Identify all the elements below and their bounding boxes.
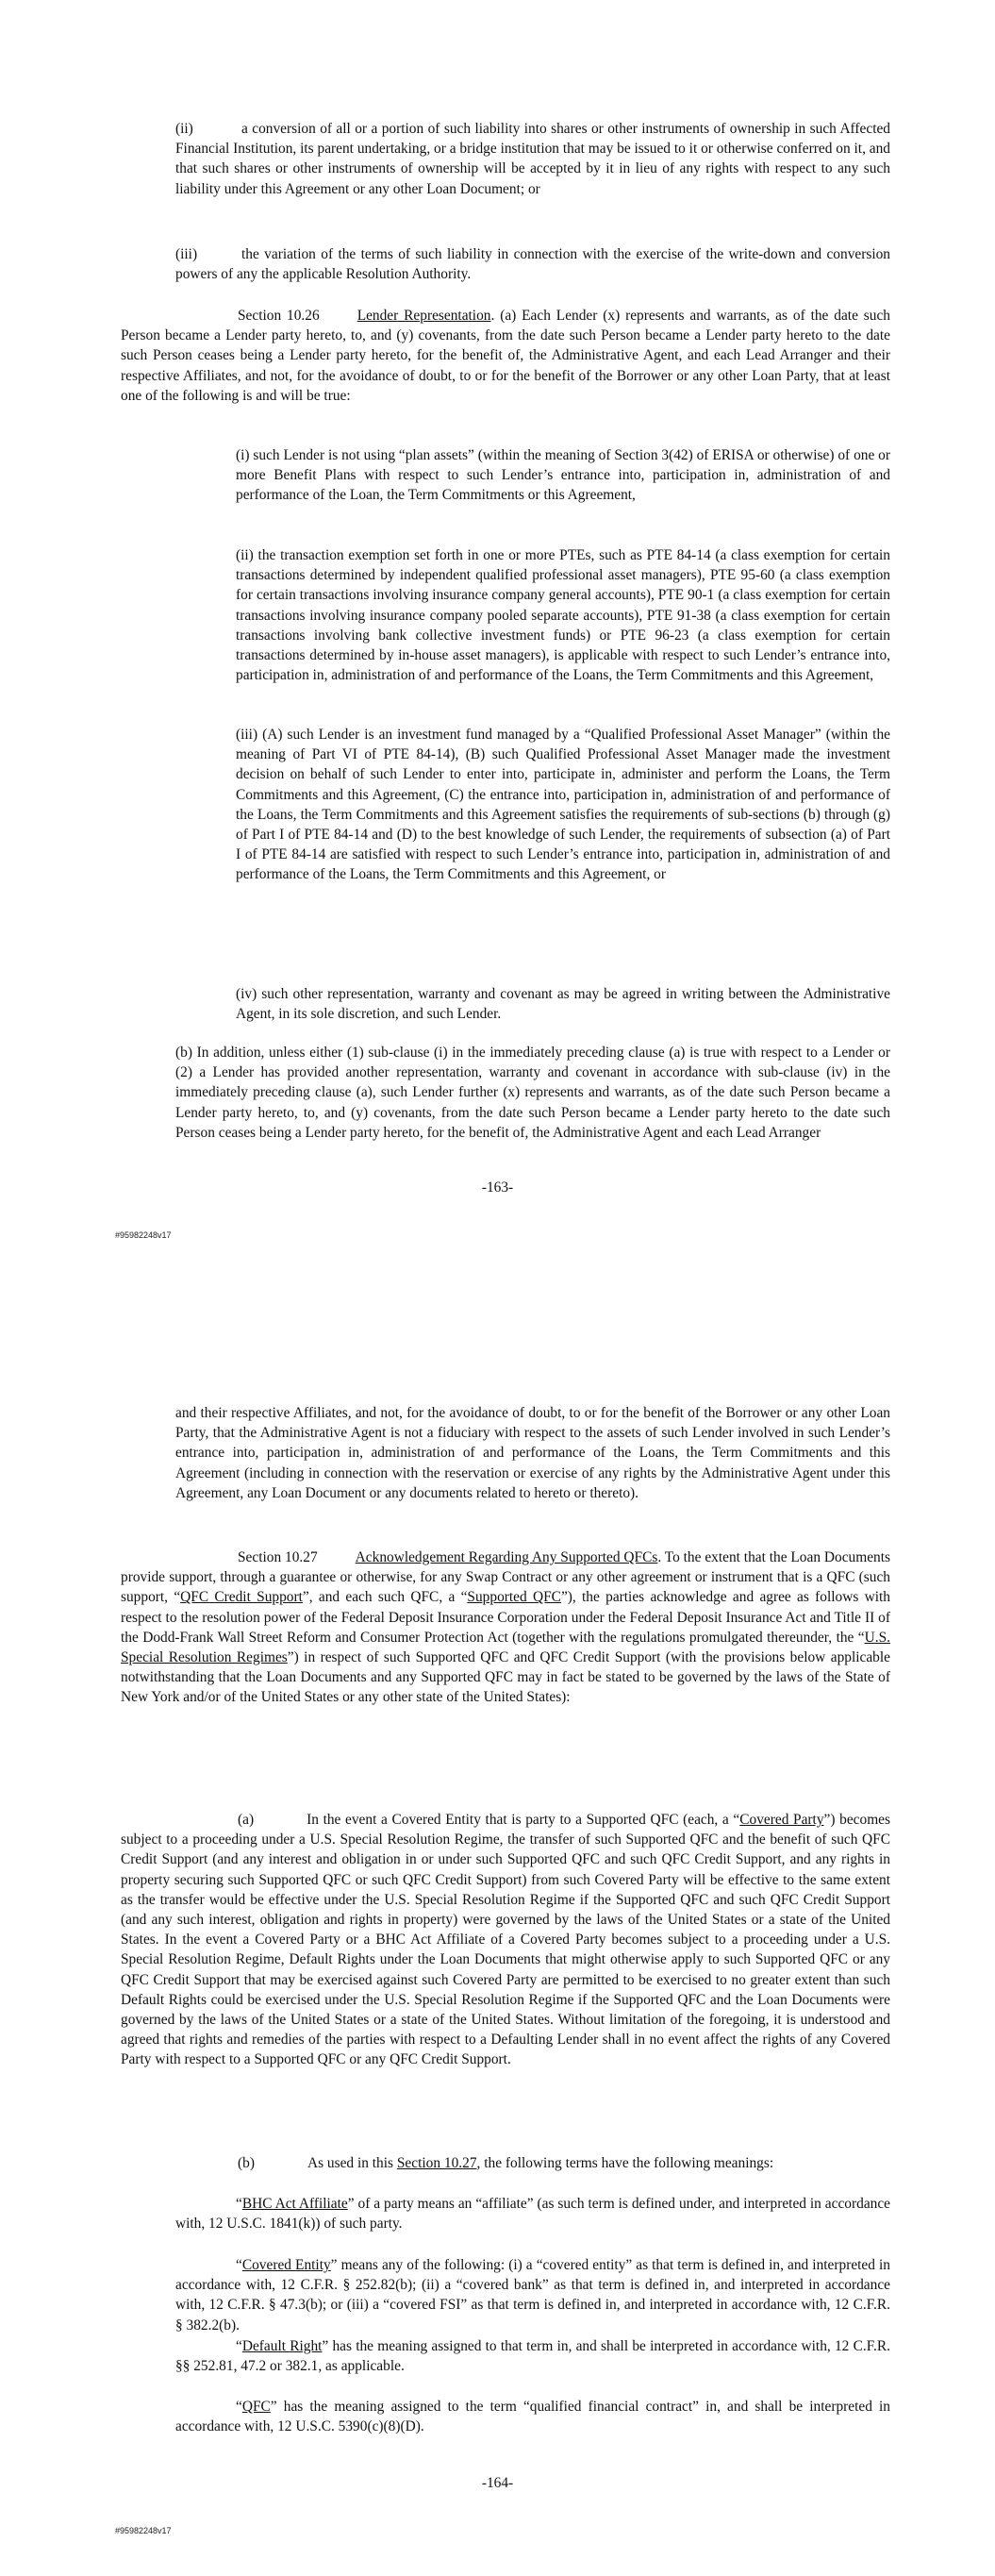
clause-ii-text: a conversion of all or a portion of such liability into shares or other instruments of ownership in such Affected Financial Institution, its parent undertaking, or a bridge institution that may be issued to it or otherwise conferred on it, and that such shares or other instruments of ownership will be accepted by it in lieu of any rights with respect to any such liability under this Agreement or any other Loan Document; or <box>175 121 890 197</box>
rep-clause-i: (i) such Lender is not using “plan assets” (within the meaning of Section 3(42) of ERISA or otherwise) of one or more Benefit Plans with respect to such Lender’s entrance into, participation in, administration of and performance of the Loan, the Term Commitments or this Agreement, <box>236 447 890 504</box>
section-10-27-text-4: ”) in respect of such Supported QFC and QFC Credit Support (with the provisions below applicable notwithstanding that the Loan Documents and any Supported QFC may in fact be stated to be governed by the laws of the State of New York and/or of the United States or any other state of the United States): <box>121 1649 890 1706</box>
clause-a-text-2: ”) becomes subject to a proceeding under a U.S. Special Resolution Regime, the transfer of such Supported QFC and the benefit of such QFC Credit Support (and any interest and obligation in or under such Supported QFC and such QFC Credit Support, and any rights in property securing such Supported QFC or such QFC Credit Support) from such Covered Party will be effective to the same extent as the transfer would be effective under the U.S. Special Resolution Regime if the Supported QFC and such QFC Credit Support (and any such interest, obligation and rights in property) were governed by the laws of the United States or a state of the United States. In the event a Covered Party or a BHC Act Affiliate of a Covered Party becomes subject to a proceeding under a U.S. Special Resolution Regime, Default Rights under the Loan Documents that might otherwise apply to such Supported QFC or any QFC Credit Support that may be exercised against such Covered Party are permitted to be exercised to no greater extent than such Default Rights could be exercised under the U.S. Special Resolution Regime if the Supported QFC and the Loan Documents were governed by the laws of the United States or a state of the United States. Without limitation of the foregoing, it is understood and agreed that rights and remedies of the parties with respect to a Defaulting Lender shall in no event affect the rights of any Covered Party with respect to a Supported QFC or any QFC Credit Support. <box>121 1812 890 2068</box>
def-default-right-text: ” has the meaning assigned to that term in, and shall be interpreted in accordance with, 12 C.F.R. §§ 252.81, 47.2 or 382.1, as applicable. <box>175 2338 890 2375</box>
section-10-27 <box>121 1547 890 1708</box>
section-10-26-title: Lender Representation <box>357 308 491 324</box>
rep-clause-iv: (iv) such other representation, warranty and covenant as may be agreed in writing between the Administrative Agent, in its sole discretion, and such Lender. <box>236 986 890 1023</box>
clause-b-text-2: , the following terms have the following meanings: <box>476 2155 774 2171</box>
def-qfc: QFC <box>241 2399 271 2415</box>
clause-iii-label: (iii) <box>175 246 198 262</box>
definition-covered-entity: “Covered Entity” means any of the following: (i) a “covered entity” as that term is defined in, and interpreted in accordance with, 12 C.F.R. § 252.82(b); (ii) a “covered bank” as that term is defined in, and interpreted in accordance with, 12 C.F.R. § 47.3(b); or (iii) a “covered FSI” as that term is defined in, and interpreted in accordance with, 12 C.F.R. § 382.2(b). <box>175 2257 890 2333</box>
def-bhc-text: ” of a party means an “affiliate” (as such term is defined under, and interpreted in accordance with, 12 U.S.C. 1841(k)) of such party. <box>175 2196 891 2233</box>
def-default-right: Default Right <box>241 2338 323 2354</box>
doc-id: #95982248v17 <box>115 1230 172 1240</box>
def-covered-entity-text: ” means any of the following: (i) a “covered entity” as that term is defined in, and interpreted in accordance with, 12 C.F.R. § 252.82(b); (ii) a “covered bank” as that term is defined in, and interpreted in accordance with, 12 C.F.R. § 47.3(b); or (iii) a “covered FSI” as that term is defined in, and interpreted in accordance with, 12 C.F.R. § 382.2(b). <box>175 2257 890 2333</box>
clause-a-label: (a) <box>238 1812 255 1828</box>
def-bhc-act-affiliate: BHC Act Affiliate <box>241 2196 348 2212</box>
definition-default-right: “Default Right” has the meaning assigned to that term in, and shall be interpreted in accordance with, 12 C.F.R. §§ 252.81, 47.2 or 382.1, as applicable. <box>175 2338 890 2375</box>
def-qfc-text: ” has the meaning assigned to the term “qualified financial contract” in, and shall be interpreted in accordance with, 12 U.S.C. 5390(c)(8)(D). <box>175 2399 890 2435</box>
page-164 <box>0 1288 995 2576</box>
clause-iii <box>175 244 890 284</box>
def-supported-qfc: Supported QFC <box>467 1589 561 1606</box>
def-covered-entity: Covered Entity <box>241 2257 331 2273</box>
section-10-26 <box>121 306 890 406</box>
page-number: -164- <box>481 2475 514 2491</box>
clause-b <box>121 2153 890 2173</box>
clause-ii-label: (ii) <box>175 121 193 137</box>
section-10-27-text-1: . To the extent that the Loan Documents provide support, through a guarantee or otherwise, for any Swap Contract or any other agreement or instrument that is a QFC (such support, “ <box>121 1549 890 1606</box>
clause-b-label: (b) <box>238 2155 255 2171</box>
section-10-26-text: . (a) Each Lender (x) represents and warrants, as of the date such Person became a Lender party hereto, to, and (y) covenants, from the date such Person became a Lender party hereto to the date such Person ceases being a Lender party hereto, for the benefit of, the Administrative Agent, and each Lead Arranger and their respective Affiliates, and not, for the avoidance of doubt, to or for the benefit of the Borrower or any other Loan Party, that at least one of the following is and will be true: <box>121 308 890 404</box>
section-10-27-text-2: ”, and each such QFC, a “ <box>302 1589 468 1606</box>
section-10-26-number: Section 10.26 <box>238 308 320 324</box>
section-10-27-title: Acknowledgement Regarding Any Supported QFCs <box>355 1549 658 1565</box>
definition-bhc-act-affiliate: “BHC Act Affiliate” of a party means an “affiliate” (as such term is defined under, and interpreted in accordance with, 12 U.S.C. 1841(k)) of such party. <box>175 2196 891 2233</box>
clause-a-text-1: In the event a Covered Entity that is party to a Supported QFC (each, a “ <box>307 1812 740 1828</box>
def-us-special-resolution-regimes: U.S. Special Resolution Regimes <box>121 1629 890 1666</box>
page-number: -163- <box>481 1179 514 1196</box>
clause-ii <box>175 119 890 199</box>
clause-iii-text: the variation of the terms of such liability in connection with the exercise of the write-down and conversion powers of any the applicable Resolution Authority. <box>175 246 890 283</box>
rep-clause-ii: (ii) the transaction exemption set forth in one or more PTEs, such as PTE 84-14 (a class exemption for certain transactions determined by independent qualified professional asset managers), PTE 95-60 (a class exemption for certain transactions involving insurance company general accounts), PTE 90-1 (a class exemption for certain transactions involving insurance company pooled separate accounts), PTE 91-38 (a class exemption for certain transactions involving bank collective investment funds) or PTE 96-23 (a class exemption for certain transactions determined by in-house asset managers), is applicable with respect to such Lender’s entrance into, participation in, administration of and performance of the Loans, the Term Commitments and this Agreement, <box>236 547 890 684</box>
rep-clause-iii: (iii) (A) such Lender is an investment fund managed by a “Qualified Professional Asset Manager” (within the meaning of Part VI of PTE 84-14), (B) such Qualified Professional Asset Manager made the investment decision on behalf of such Lender to enter into, participate in, administer and perform the Loans, the Term Commitments and this Agreement, (C) the entrance into, participation in, administration of and performance of the Loans, the Term Commitments and this Agreement satisfies the requirements of sub-sections (b) through (g) of Part I of PTE 84-14 and (D) to the best knowledge of such Lender, the requirements of subsection (a) of Part I of PTE 84-14 are satisfied with respect to such Lender’s entrance into, participation in, administration of and performance of the Loans, the Term Commitments and this Agreement, or <box>236 727 890 883</box>
def-qfc-credit-support: QFC Credit Support <box>180 1589 303 1606</box>
paragraph-b: (b) In addition, unless either (1) sub-clause (i) in the immediately preceding clause (a) is true with respect to a Lender or (2) a Lender has provided another representation, warranty and covenant in accordance with sub-clause (iv) in the immediately preceding clause (a), such Lender further (x) represents and warrants, as of the date such Person became a Lender party hereto, to, and (y) covenants, from the date such Person became a Lender party hereto to the date such Person ceases being a Lender party hereto, for the benefit of, the Administrative Agent and each Lead Arranger <box>175 1045 890 1141</box>
section-ref-10-27: Section 10.27 <box>396 2155 477 2171</box>
definition-qfc: “QFC” has the meaning assigned to the term “qualified financial contract” in, and shall be interpreted in accordance with, 12 U.S.C. 5390(c)(8)(D). <box>175 2399 890 2435</box>
continuation-paragraph: and their respective Affiliates, and not, for the avoidance of doubt, to or for the benefit of the Borrower or any other Loan Party, that the Administrative Agent is not a fiduciary with respect to the assets of such Lender involved in such Lender’s entrance into, participation in, administration of and performance of the Loans, the Term Commitments and this Agreement (including in connection with the reservation or exercise of any rights by the Administrative Agent under this Agreement, any Loan Document or any documents related to hereto or thereto). <box>175 1405 890 1501</box>
clause-b-text-1: As used in this <box>307 2155 397 2171</box>
clause-a <box>121 1810 890 2070</box>
section-10-27-text-3: ”), the parties acknowledge and agree as follows with respect to the resolution power of the Federal Deposit Insurance Corporation under the Federal Deposit Insurance Act and Title II of the Dodd-Frank Wall Street Reform and Consumer Protection Act (together with the regulations promulgated thereunder, the “ <box>121 1589 891 1646</box>
section-10-27-number: Section 10.27 <box>238 1549 318 1565</box>
doc-id: #95982248v17 <box>115 2526 172 2535</box>
def-covered-party: Covered Party <box>739 1812 824 1828</box>
